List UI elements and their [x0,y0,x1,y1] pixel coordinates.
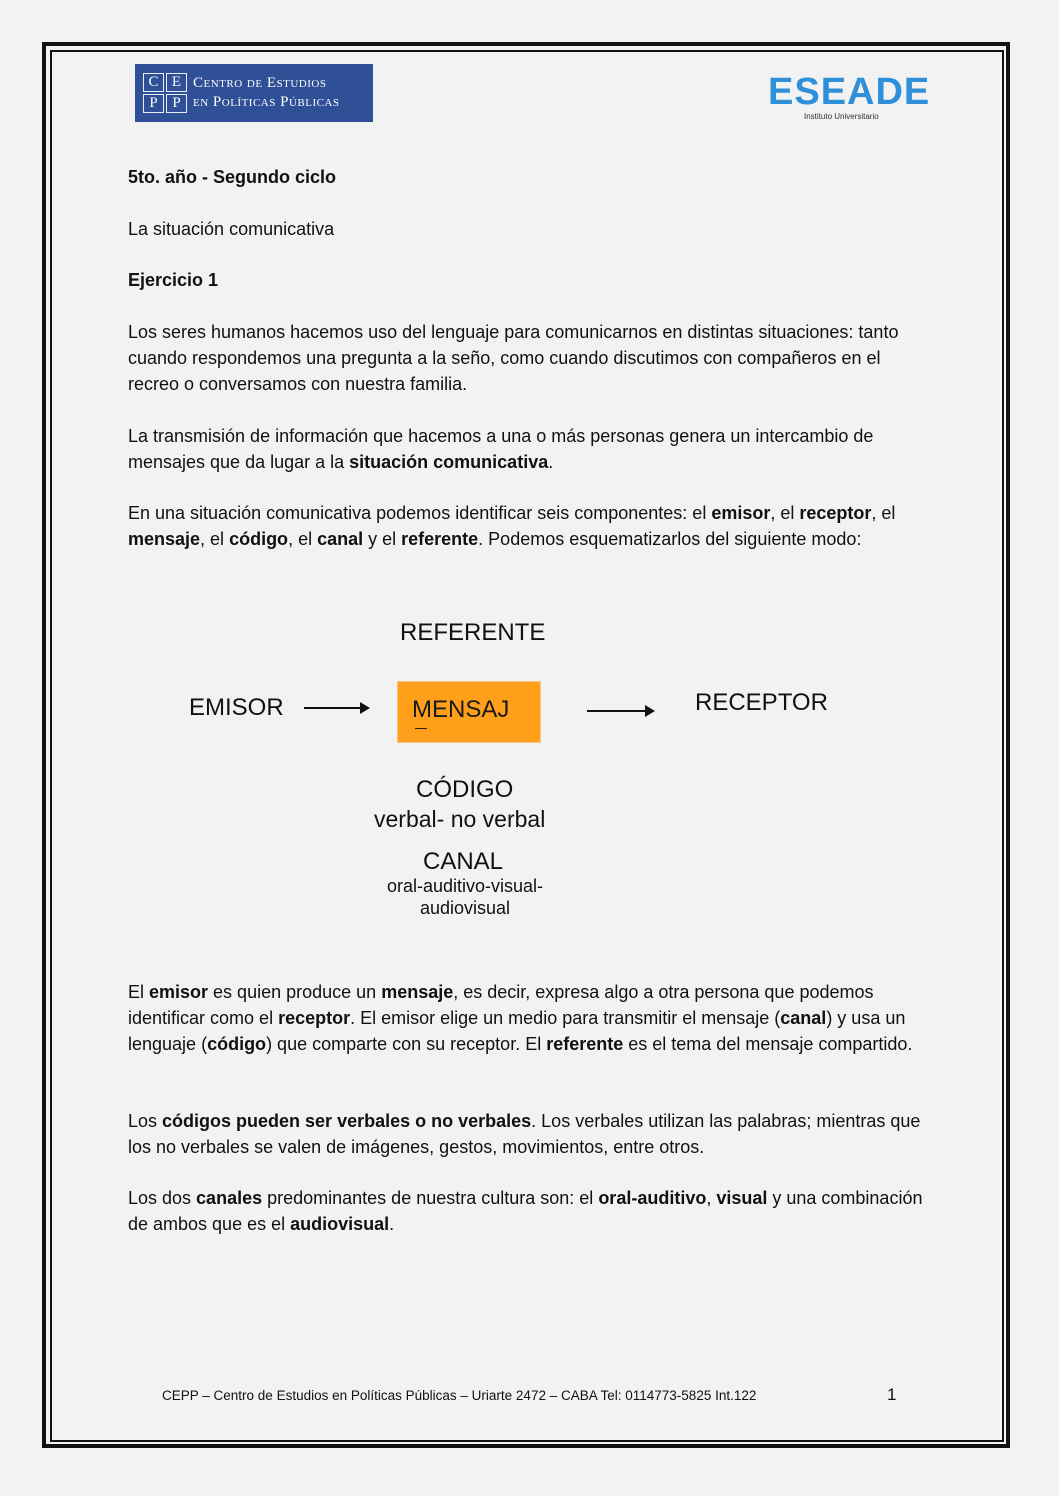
cepp-logo-line2: en Políticas Públicas [193,94,340,110]
cepp-logo [135,64,373,122]
diagram-emisor: EMISOR [189,694,284,721]
arrow-mensaje-receptor [587,710,653,712]
diagram-codigo: CÓDIGO [416,776,514,803]
diagram-canal: CANAL [423,848,504,875]
eseade-logo-subtitle: Instituto Universitario [804,112,879,121]
paragraph-definitions: El emisor es quien produce un mensaje, es decir, expresa algo a otra persona que podemos identificar como el receptor. El emisor elige un medio para transmitir el mensaje (canal) y usa un lenguaje (código) que comparte con su receptor. El referente es el tema del mensaje compartido. [128,982,913,1054]
cepp-monogram [143,73,187,113]
paragraph-transmission: La transmisión de información que hacemos a una o más personas genera un intercambio de mensajes que da lugar a la situación comunicativa. [128,426,874,472]
diagram-mensaje-box [397,681,541,743]
cepp-letter: P [166,94,187,113]
cepp-letter: E [166,73,187,92]
diagram-canal-types-2: audiovisual [419,898,511,918]
page-number: 1 [887,1385,897,1404]
cepp-logo-text [193,74,340,112]
diagram-canal-types-1: oral-auditivo-visual- [386,876,544,896]
page-footer: CEPP – Centro de Estudios en Políticas Públicas – Uriarte 2472 – CABA Tel: 0114773-5825 Int.122 [162,1388,757,1403]
diagram-mensaje: MENSAJ [412,696,510,723]
exercise-heading: Ejercicio 1 [128,270,219,290]
mensaje-underline [415,728,427,729]
eseade-logo [768,71,931,121]
paragraph-components: En una situación comunicativa podemos identificar seis componentes: el emisor, el receptor, el mensaje, el código, el canal y el referente. Podemos esquematizarlos del siguiente modo: [128,503,896,549]
cepp-logo-line1: Centro de Estudios [193,75,327,91]
course-heading: 5to. año - Segundo ciclo [128,167,337,187]
topic-title: La situación comunicativa [128,219,335,239]
diagram-referente: REFERENTE [400,619,546,646]
paragraph-channels: Los dos canales predominantes de nuestra cultura son: el oral-auditivo, visual y una combinación de ambos que es el audiovisual. [128,1188,923,1234]
arrow-emisor-mensaje [304,707,368,709]
eseade-logo-word: ESEADE [768,71,931,113]
diagram-receptor: RECEPTOR [695,689,828,716]
diagram-codigo-types: verbal- no verbal [374,806,546,832]
cepp-letter: C [143,73,164,92]
paragraph-intro: Los seres humanos hacemos uso del lenguaje para comunicarnos en distintas situaciones: tanto cuando respondemos una pregunta a la seño, como cuando discutimos con compañeros en el recreo o conversamos con nuestra familia. [128,322,899,394]
paragraph-codes: Los códigos pueden ser verbales o no verbales. Los verbales utilizan las palabras; mientras que los no verbales se valen de imágenes, gestos, movimientos, entre otros. [128,1111,921,1157]
cepp-letter: P [143,94,164,113]
